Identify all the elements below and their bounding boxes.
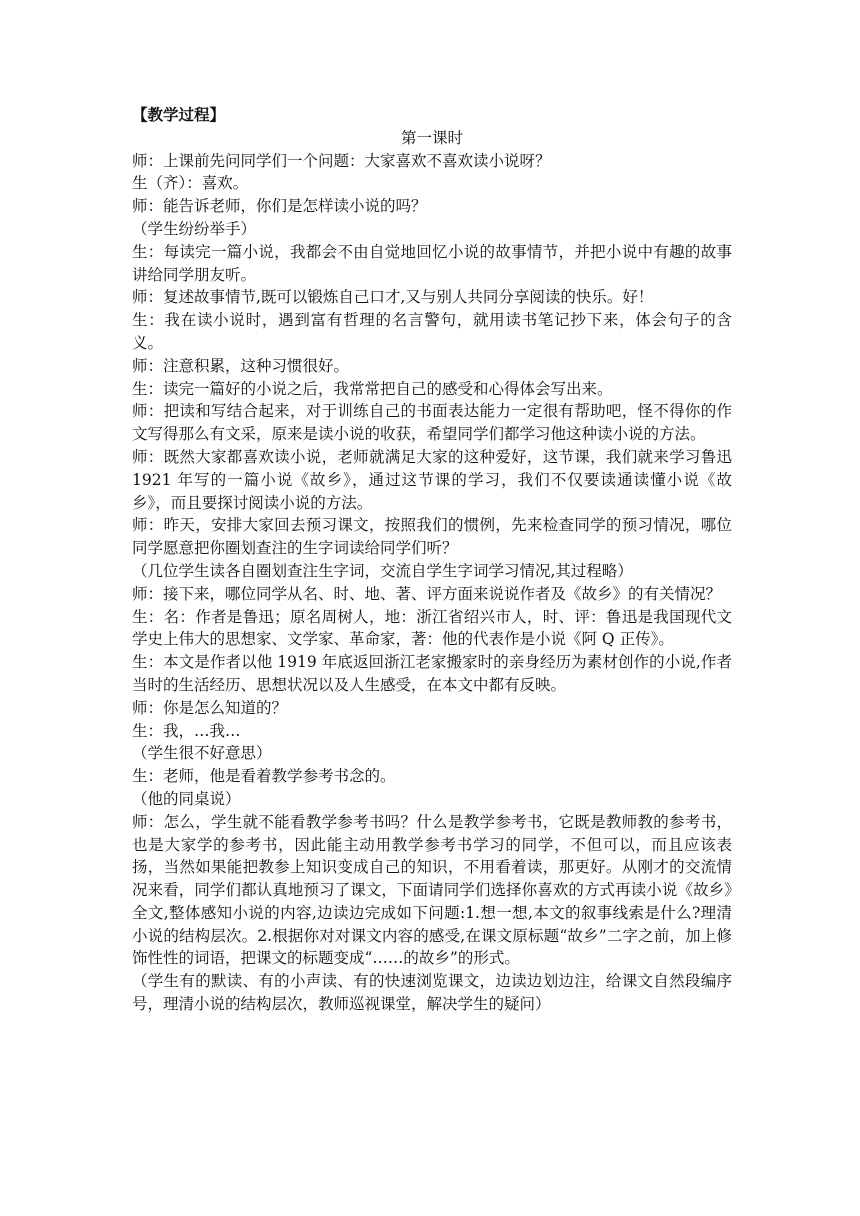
paragraph: 师：把读和写结合起来，对于训练自己的书面表达能力一定很有帮助吧，怪不得你的作文写得那么有文采，原来是读小说的收获，希望同学们都学习他这种读小说的方法。 xyxy=(132,402,732,444)
paragraph: 师：昨天，安排大家回去预习课文，按照我们的惯例，先来检查同学的预习情况，哪位同学愿意把你圈划查注的生字词读给同学们听？ xyxy=(132,516,732,558)
paragraph: 师：你是怎么知道的？ xyxy=(132,698,288,717)
paragraph: 师：上课前先问同学们一个问题：大家喜欢不喜欢读小说呀？ xyxy=(132,151,551,170)
paragraph: （学生很不好意思） xyxy=(132,744,272,763)
paragraph: （他的同桌说） xyxy=(132,789,241,808)
paragraph: 生：本文是作者以他 1919 年底返回浙江老家搬家时的亲身经历为素材创作的小说,作者当时的生活经历、思想状况以及人生感受，在本文中都有反映。 xyxy=(132,653,732,694)
paragraph: 师：接下来，哪位同学从名、时、地、著、评方面来说说作者及《故乡》的有关情况？ xyxy=(132,584,722,603)
paragraph: 师：能告诉老师，你们是怎样读小说的吗？ xyxy=(132,197,427,216)
paragraph: 生：我，…我… xyxy=(132,721,241,740)
paragraph: 师：复述故事情节,既可以锻炼自己口才,又与别人共同分享阅读的快乐。好！ xyxy=(132,288,654,307)
paragraph: （几位学生读各自圈划查注生字词，交流自学生字词学习情况,其过程略） xyxy=(132,561,633,580)
paragraph: 生：老师，他是看着教学参考书念的。 xyxy=(132,767,396,786)
paragraph: 生：我在读小说时，遇到富有哲理的名言警句，就用读书笔记抄下来，体会句子的含义。 xyxy=(132,311,732,352)
paragraph: （学生有的默读、有的小声读、有的快速浏览课文，边读边划边注，给课文自然段编序号，理清小说的结构层次，教师巡视课堂，解决学生的疑问） xyxy=(132,972,732,1014)
paragraph: （学生纷纷举手） xyxy=(132,219,257,238)
paragraph: 生：读完一篇好的小说之后，我常常把自己的感受和心得体会写出来。 xyxy=(132,379,613,398)
lesson-title: 第一课时 xyxy=(400,128,463,147)
paragraph: 生：每读完一篇小说，我都会不由自觉地回忆小说的故事情节，并把小说中有趣的故事讲给同学朋友听。 xyxy=(132,242,732,284)
paragraph: 师：既然大家都喜欢读小说，老师就满足大家的这种爱好，这节课，我们就来学习鲁迅 1921 年写的一篇小说《故乡》，通过这节课的学习，我们不仅要读通读懂小说《故乡》，而且要探讨阅读小说的方法。 xyxy=(132,447,732,512)
document-body xyxy=(132,104,732,1016)
paragraph: 生：名：作者是鲁迅；原名周树人，地：浙江省绍兴市人，时、评：鲁迅是我国现代文学史上伟大的思想家、文学家、革命家，著：他的代表作是小说《阿 Q 正传》。 xyxy=(132,607,732,649)
section-heading: 【教学过程】 xyxy=(132,106,226,124)
paragraph: 生（齐）：喜欢。 xyxy=(132,174,249,193)
paragraph: 师：注意积累，这种习惯很好。 xyxy=(132,356,350,375)
paragraph: 师：怎么，学生就不能看教学参考书吗？什么是教学参考书，它既是教师教的参考书，也是大家学的参考书，因此能主动用教学参考书学习的同学，不但可以，而且应该表扬，当然如果能把教参上知识变成自己的知识，不用看着读，那更好。从刚才的交流情况来看，同学们都认真地预习了课文，下面请同学们选择你喜欢的方式再读小说《故乡》全文,整体感知小说的内容,边读边完成如下问题:1.想一想,本文的叙事线索是什么?理清小说的结构层次。2.根据你对对课文内容的感受,在课文原标题“故乡”二字之前，加上修饰性性的词语，把课文的标题变成“……的故乡”的形式。 xyxy=(132,812,732,968)
